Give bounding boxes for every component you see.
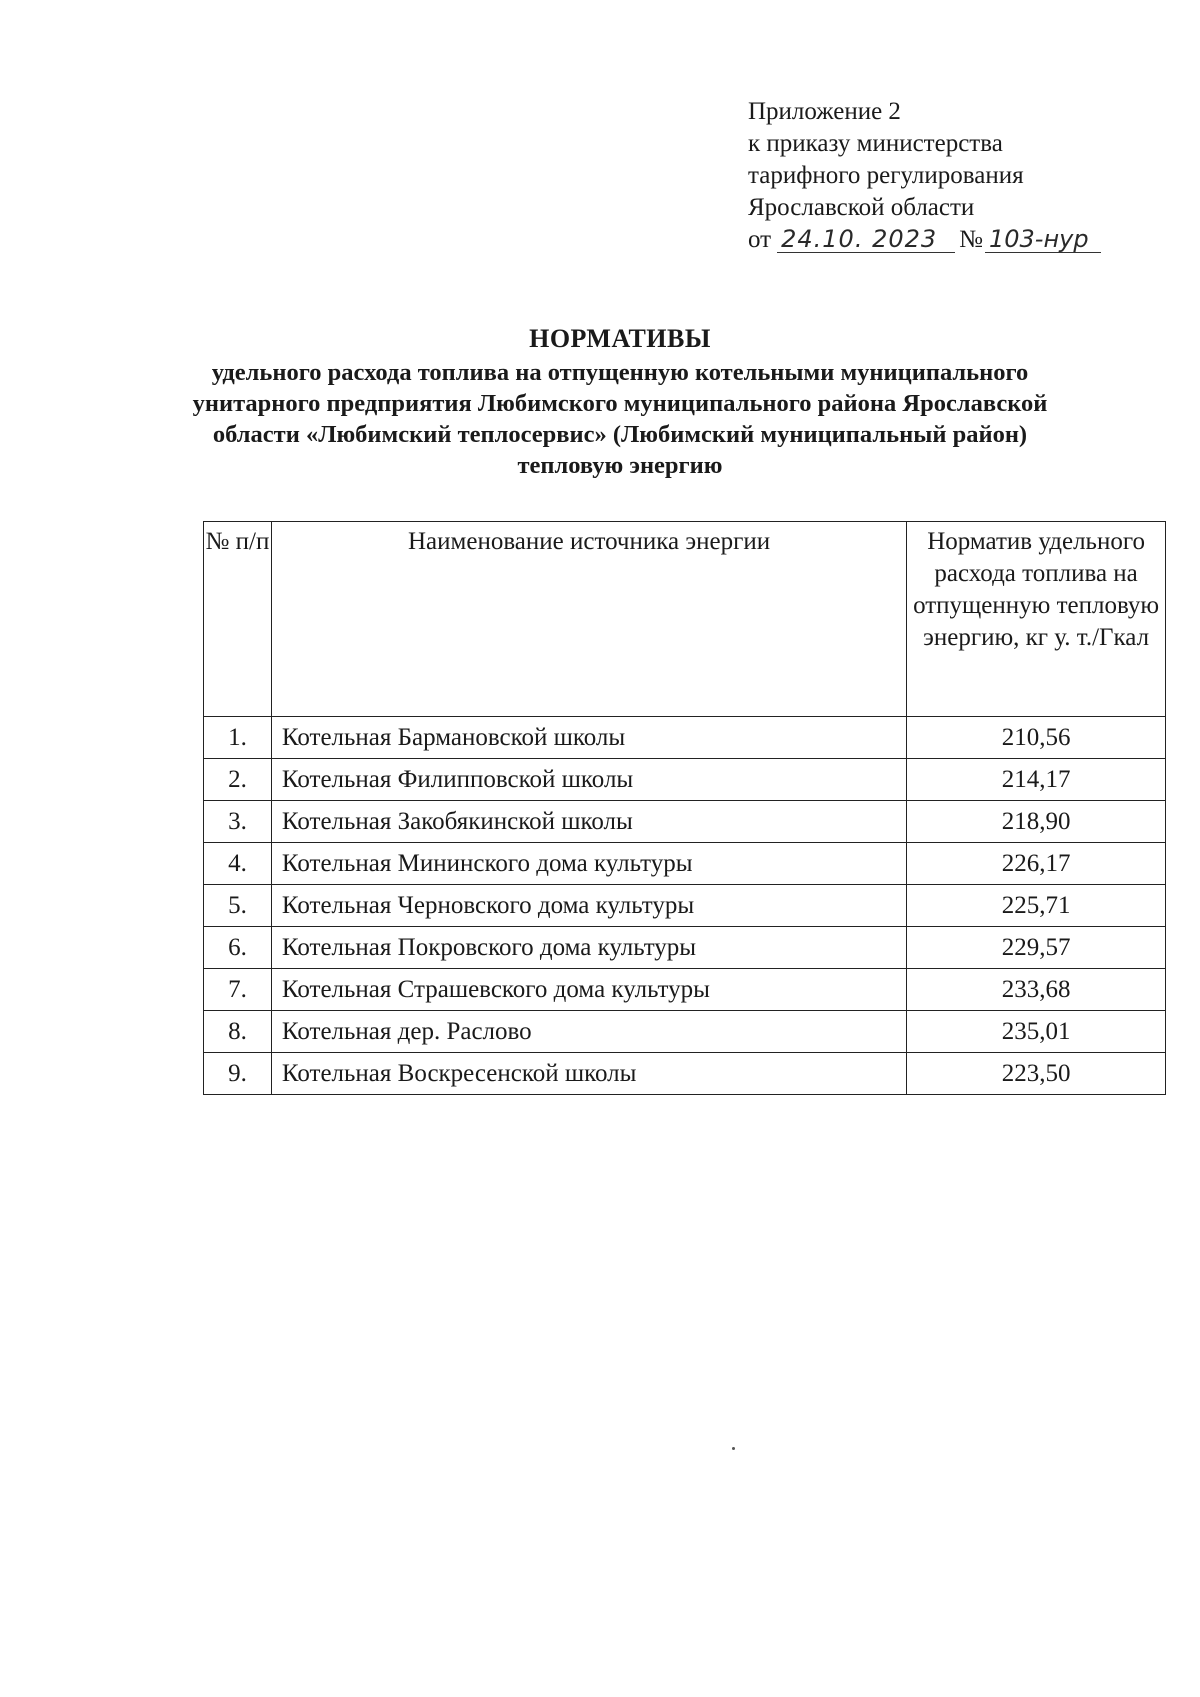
- table-row: [204, 843, 1166, 885]
- row-number: 8.: [204, 1011, 272, 1053]
- document-title: [160, 323, 1080, 481]
- table-row: [204, 969, 1166, 1011]
- table-row: [204, 801, 1166, 843]
- row-source-name: Котельная Филипповской школы: [271, 759, 906, 801]
- row-number: 9.: [204, 1053, 272, 1095]
- row-source-name: Котельная дер. Раслово: [271, 1011, 906, 1053]
- number-sign: №: [959, 226, 983, 253]
- row-number: 7.: [204, 969, 272, 1011]
- row-norm-value: 210,56: [907, 717, 1166, 759]
- table-row: [204, 885, 1166, 927]
- handwritten-date: 24.10. 2023: [777, 226, 955, 253]
- appendix-date-line: [748, 224, 1101, 256]
- row-number: 2.: [204, 759, 272, 801]
- scan-speck: [732, 1447, 735, 1450]
- header-value: Норматив удельного расхода топлива на отпущенную тепловую энергию, кг у. т./Гкал: [907, 522, 1166, 717]
- appendix-block: [748, 96, 1101, 256]
- row-norm-value: 226,17: [907, 843, 1166, 885]
- appendix-line-1: Приложение 2: [748, 98, 901, 125]
- row-source-name: Котельная Покровского дома культуры: [271, 927, 906, 969]
- table-row: [204, 927, 1166, 969]
- row-source-name: Котельная Страшевского дома культуры: [271, 969, 906, 1011]
- row-number: 1.: [204, 717, 272, 759]
- appendix-line-2: к приказу министерства: [748, 130, 1003, 157]
- table-row: [204, 759, 1166, 801]
- header-name: Наименование источника энергии: [271, 522, 906, 717]
- table-row: [204, 1011, 1166, 1053]
- row-source-name: Котельная Бармановской школы: [271, 717, 906, 759]
- row-norm-value: 223,50: [907, 1053, 1166, 1095]
- table-header-row: [204, 522, 1166, 717]
- from-label: от: [748, 226, 772, 253]
- title-main: НОРМАТИВЫ: [529, 324, 711, 353]
- table-row: [204, 1053, 1166, 1095]
- table-row: [204, 717, 1166, 759]
- row-number: 3.: [204, 801, 272, 843]
- row-source-name: Котельная Мининского дома культуры: [271, 843, 906, 885]
- row-source-name: Котельная Закобякинской школы: [271, 801, 906, 843]
- appendix-line-3: тарифного регулирования: [748, 162, 1024, 189]
- handwritten-number: 103-нур: [985, 226, 1101, 253]
- row-norm-value: 235,01: [907, 1011, 1166, 1053]
- title-subtitle: удельного расхода топлива на отпущенную котельными муниципального унитарного предприятия Любимского муниципального района Ярославской области «Любимский теплосервис» (Любимский муниципальный район) тепловую энергию: [192, 359, 1048, 479]
- row-source-name: Котельная Черновского дома культуры: [271, 885, 906, 927]
- appendix-line-4: Ярославской области: [748, 194, 975, 221]
- row-norm-value: 218,90: [907, 801, 1166, 843]
- row-norm-value: 214,17: [907, 759, 1166, 801]
- row-number: 4.: [204, 843, 272, 885]
- row-norm-value: 233,68: [907, 969, 1166, 1011]
- row-source-name: Котельная Воскресенской школы: [271, 1053, 906, 1095]
- header-num: № п/п: [204, 522, 272, 717]
- row-norm-value: 229,57: [907, 927, 1166, 969]
- table-body: [204, 717, 1166, 1095]
- row-norm-value: 225,71: [907, 885, 1166, 927]
- norms-table: [203, 521, 1166, 1095]
- row-number: 5.: [204, 885, 272, 927]
- row-number: 6.: [204, 927, 272, 969]
